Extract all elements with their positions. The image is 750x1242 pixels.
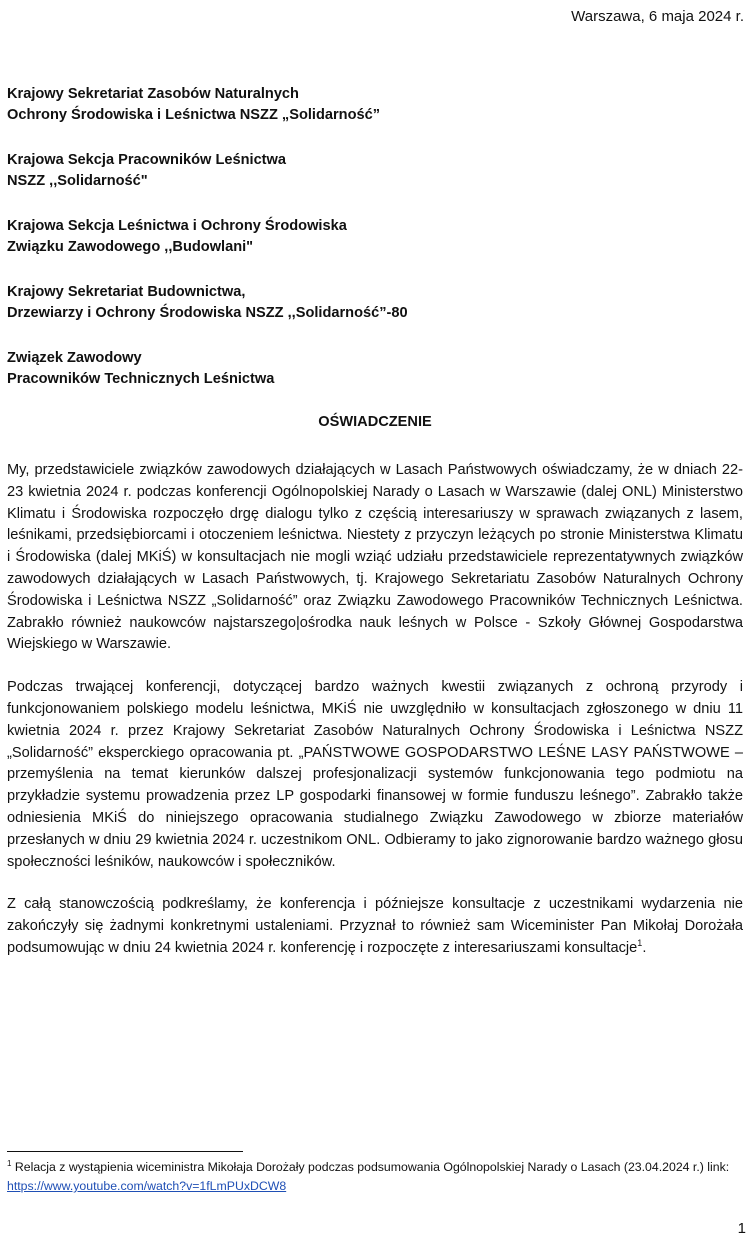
addressee-line: Związek Zawodowy [7,350,142,366]
document-title: OŚWIADCZENIE [318,414,432,430]
addressee-block [7,348,707,390]
addressee-block [7,84,707,126]
addressee-line: Drzewiarzy i Ochrony Środowiska NSZZ ,,Solidarność”-80 [7,305,408,321]
statement-body [7,460,743,981]
addressee-line: Krajowy Sekretariat Zasobów Naturalnych [7,86,299,102]
addressee-block [7,216,707,258]
date-line: Warszawa, 6 maja 2024 r. [571,8,744,25]
paragraph-1: My, przedstawiciele związków zawodowych działających w Lasach Państwowych oświadczamy, że w dniach 22-23 kwietnia 2024 r. podczas konferencji Ogólnopolskiej Narady o Lasach w Warszawie (dalej ONL) Ministerstwo Klimatu i Środowiska rozpoczęło drgę dialogu tylko z częścią interesariuszy w sprawach związanych z lasem, leśnikami, przedsiębiorcami i otoczeniem leśnictwa. Niestety z przyczyn leżących po stronie Ministerstwa Klimatu i Środowiska (dalej MKiŚ) w konsultacjach nie mogli wziąć udziału przedstawiciele reprezentatywnych związków zawodowych działających w Lasach Państwowych, tj. Krajowego Sekretariatu Zasobów Naturalnych Ochrony Środowiska i Leśnictwa NSZZ „Solidarność” oraz Związku Zawodowego Pracowników Technicznych Leśnictwa. Zabrakło również naukowców najstarszego|ośrodka nauk leśnych w Polsce - Szkoły Głównej Gospodarstwa Wiejskiego w Warszawie. [7,462,743,653]
addressee-line: Związku Zawodowego ,,Budowlani" [7,239,254,255]
addressee-line: Krajowa Sekcja Leśnictwa i Ochrony Środowiska [7,218,347,234]
addressee-line: Krajowy Sekretariat Budownictwa, [7,284,246,300]
footnote [7,1158,743,1196]
addressee-block [7,150,707,192]
paragraph-2: Podczas trwającej konferencji, dotyczącej bardzo ważnych kwestii związanych z ochroną przyrody i funkcjonowaniem polskiego modelu leśnictwa, MKiŚ nie uwzględniło w konsultacjach zgłoszonego w dniu 11 kwietnia 2024 r. przez Krajowy Sekretariat Zasobów Naturalnych Ochrony Środowiska i Leśnictwa NSZZ „Solidarność” eksperckiego opracowania pt. „PAŃSTWOWE GOSPODARSTWO LEŚNE LASY PAŃSTWOWE – przemyślenia na temat kierunków dalszej profesjonalizacji systemów funkcjonowania tego podmiotu na przykładzie systemu prowadzenia przez LP gospodarki finansowej w formie funduszu leśnego”. Zabrakło także odniesienia MKiŚ do niniejszego opracowania studialnego Związku Zawodowego w zbiorze materiałów przesłanych w dniu 29 kwietnia 2024 r. uczestnikom ONL. Odbieramy to jako zignorowanie bardzo ważnego głosu społeczności leśników, naukowców i społeczników. [7,679,743,870]
addressee-block [7,282,707,324]
footnote-link[interactable]: https://www.youtube.com/watch?v=1fLmPUxDCW8 [7,1179,287,1193]
page-number: 1 [737,1220,746,1237]
paragraph-3: Z całą stanowczością podkreślamy, że konferencja i późniejsze konsultacje z uczestnikami wydarzenia nie zakończyły się żadnymi konkretnymi ustaleniami. Przyznał to również sam Wiceminister Pan Mikołaj Dorożała podsumowując w dniu 24 kwietnia 2024 r. konferencję i rozpoczęte z interesariuszami konsultacje$^1$. [7,896,743,956]
footnote-text: Relacja z wystąpienia wiceministra Mikołaja Dorożały podczas podsumowania Ogólnopolskiej Narady o Lasach (23.04.2024 r.) link: [11,1160,730,1174]
addressee-line: Ochrony Środowiska i Leśnictwa NSZZ „Solidarność” [7,107,381,123]
footnote-reference[interactable]: 1 [637,938,643,949]
addressee-line: Pracowników Technicznych Leśnictwa [7,371,275,387]
addressee-line: NSZZ ,,Solidarność" [7,173,148,189]
footnote-separator [7,1151,243,1152]
paragraph-3-text: Z całą stanowczością podkreślamy, że konferencja i późniejsze konsultacje z uczestnikami wydarzenia nie zakończyły się żadnymi konkretnymi ustaleniami. Przyznał to również sam Wiceminister Pan Mikołaj Dorożała podsumowując w dniu 24 kwietnia 2024 r. konferencję i rozpoczęte z interesariuszami konsultacje [7,896,743,956]
addressee-list [7,84,707,414]
addressee-line: Krajowa Sekcja Pracowników Leśnictwa [7,152,287,168]
footnote-marker: 1 [7,1158,12,1168]
